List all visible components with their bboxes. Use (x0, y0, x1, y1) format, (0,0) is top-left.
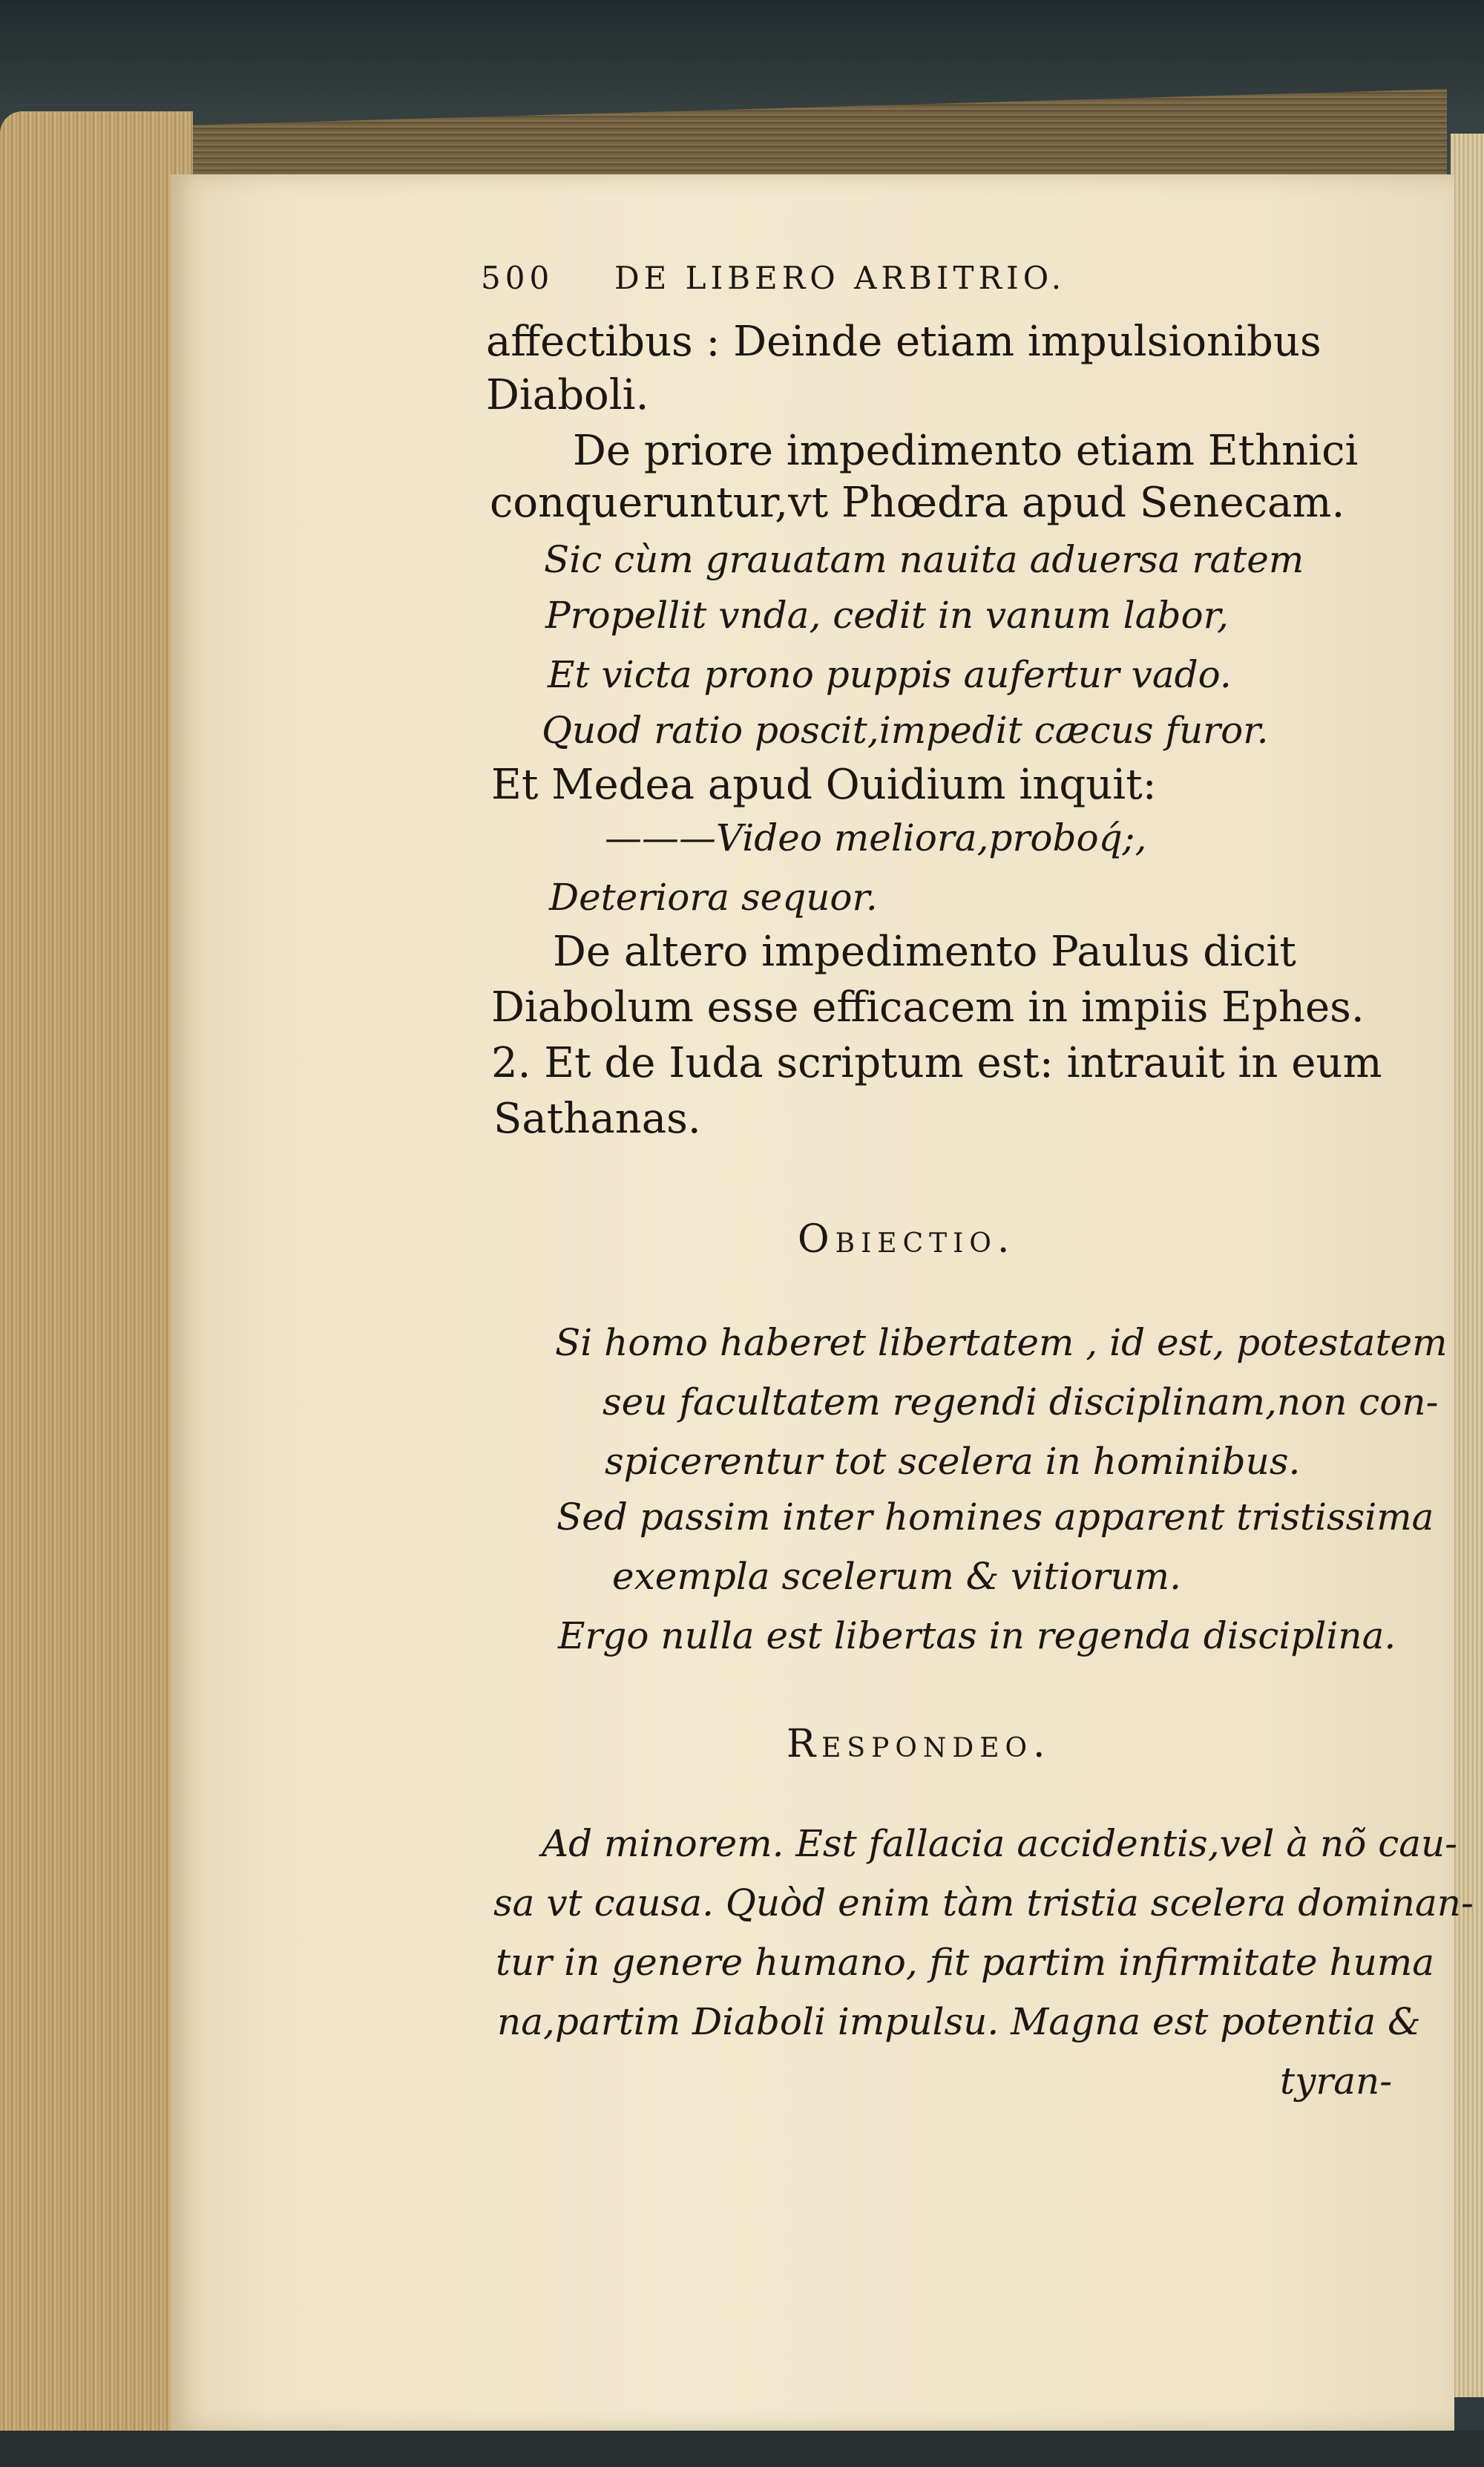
text-line: Diaboli. (486, 371, 649, 419)
argument-line: Sed passim inter homines apparent tristissima (556, 1495, 1434, 1539)
verse-line: Et victa prono puppis aufertur vado. (548, 653, 1232, 696)
page-number: 500 (481, 260, 554, 296)
verse-line: Sic cùm grauatam nauita aduersa ratem (544, 538, 1304, 581)
background-bottom (0, 2431, 1484, 2467)
text-line: Et Medea apud Ouidium inquit: (491, 761, 1157, 809)
text-line: Diabolum esse efficacem in impiis Ephes. (491, 983, 1365, 1032)
text-line: Sathanas. (493, 1095, 701, 1143)
response-line: sa vt causa. Quòd enim tàm tristia scelera dominan- (493, 1881, 1474, 1924)
verse-line: Deteriora sequor. (549, 876, 878, 919)
catchword: tyran- (1280, 2060, 1393, 2103)
verse-line: ———Video meliora,proboq́;, (605, 816, 1147, 859)
response-line: na,partim Diaboli impulsu. Magna est potentia & (497, 2000, 1421, 2043)
text-line: De altero impedimento Paulus dicit (553, 928, 1296, 976)
book-page-edges (0, 111, 193, 2434)
verse-line: Propellit vnda, cedit in vanum labor, (545, 594, 1229, 637)
argument-line: Ergo nulla est libertas in regenda disciplina. (558, 1614, 1396, 1657)
argument-line: seu facultatem regendi disciplinam,non con- (603, 1380, 1439, 1423)
book-right-edge (1451, 134, 1484, 2397)
verse-line: Quod ratio poscit,impedit cæcus furor. (542, 709, 1269, 752)
text-line: conqueruntur,vt Phœdra apud Senecam. (490, 479, 1345, 527)
argument-line: spicerentur tot scelera in hominibus. (605, 1440, 1301, 1483)
text-line: affectibus : Deinde etiam impulsionibus (486, 318, 1322, 366)
section-heading-obiectio: Obiectio. (798, 1217, 1016, 1262)
argument-line: exempla scelerum & vitiorum. (612, 1555, 1181, 1598)
running-header (481, 260, 1066, 296)
text-line: 2. Et de Iuda scriptum est: intrauit in eum (491, 1039, 1382, 1087)
response-line: tur in genere humano, fit partim infirmitate huma (496, 1941, 1435, 1984)
running-title: DE LIBERO ARBITRIO. (614, 260, 1066, 296)
section-heading-respondeo: Respondeo. (787, 1722, 1051, 1766)
response-line: Ad minorem. Est fallacia accidentis,vel à nõ cau- (542, 1822, 1458, 1865)
text-line: De priore impedimento etiam Ethnici (573, 427, 1359, 475)
argument-line: Si homo haberet libertatem , id est, potestatem (555, 1321, 1448, 1364)
